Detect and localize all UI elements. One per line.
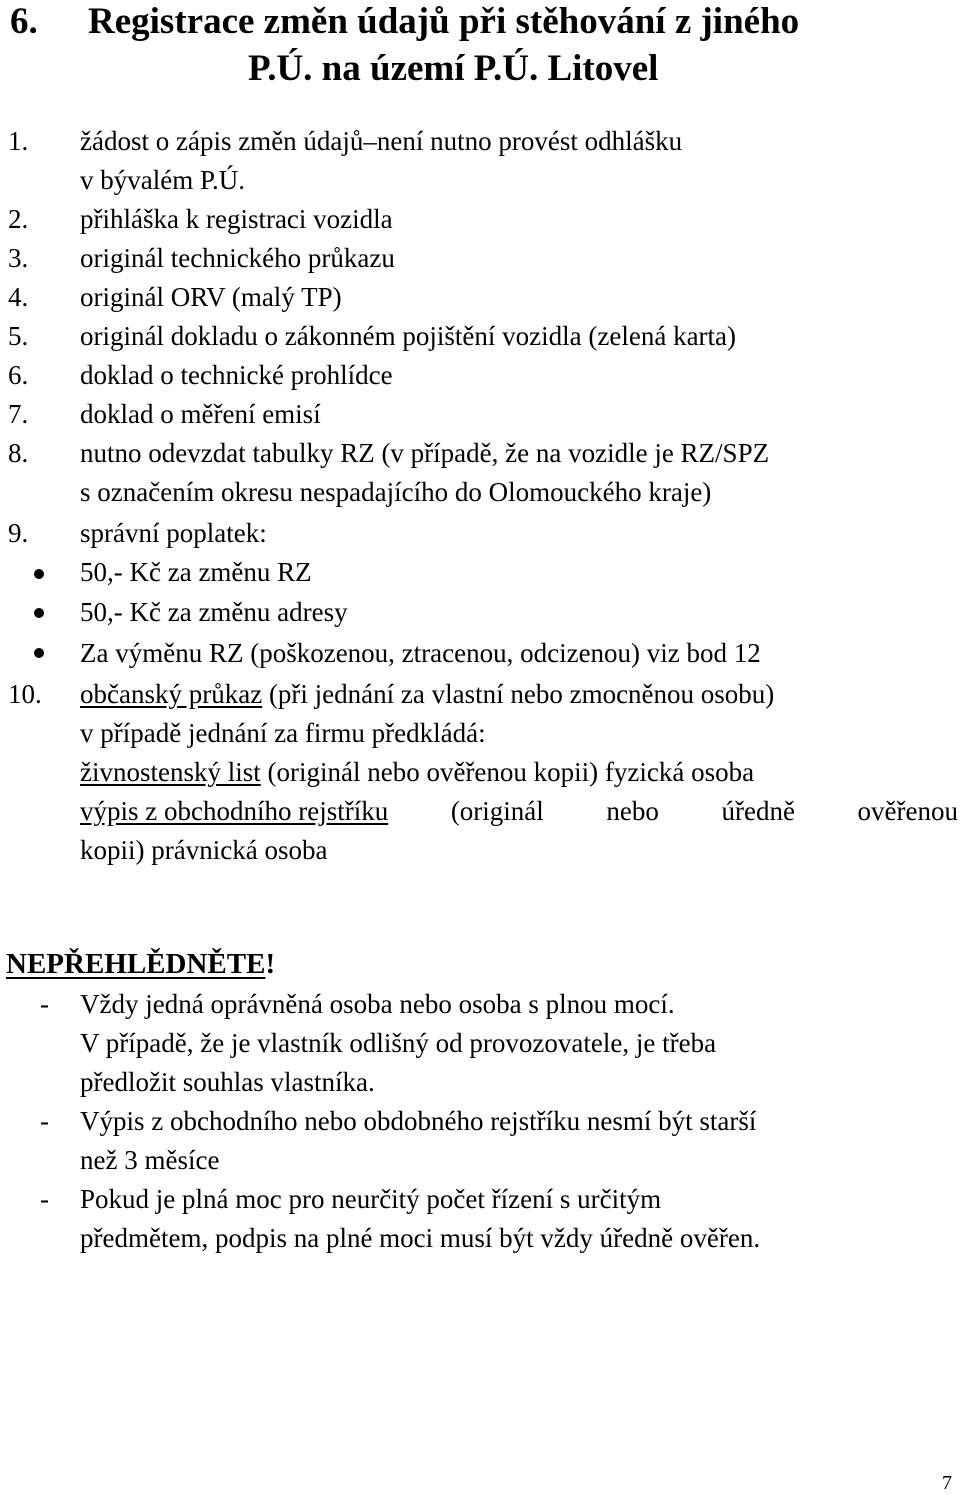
item-text: doklad o technické prohlídce [80, 360, 393, 390]
item-number: 4. [8, 282, 29, 312]
item-text: nutno odevzdat tabulky RZ (v případě, že na vozidle je RZ/SPZ [80, 438, 770, 468]
item-number: 8. [8, 438, 29, 468]
dash-marker: - [40, 1106, 49, 1136]
bullet-icon [34, 608, 44, 618]
fee-item: 50,- Kč za změnu RZ [80, 557, 312, 587]
register-word: ověřenou [857, 796, 958, 826]
id-card-note: (při jednání za vlastní nebo zmocněnou osobu) [262, 679, 775, 709]
notice-text: předmětem, podpis na plné moci musí být vždy úředně ověřen. [80, 1223, 761, 1253]
item-number: 5. [8, 321, 29, 351]
page-number: 7 [942, 1472, 952, 1494]
item-text: s označením okresu nespadajícího do Olomouckého kraje) [80, 477, 712, 507]
item-text: žádost o zápis změn údajů–není nutno provést odhlášku [80, 126, 683, 156]
item-text [80, 757, 754, 787]
item-number: 1. [8, 126, 29, 156]
item-text: v bývalém P.Ú. [80, 165, 245, 195]
notice-text: Vždy jedná oprávněná osoba nebo osoba s plnou mocí. [80, 989, 675, 1019]
item-text: originál ORV (malý TP) [80, 282, 342, 312]
item-text: v případě jednání za firmu předkládá: [80, 718, 486, 748]
notice-text: Pokud je plná moc pro neurčitý počet řízení s určitým [80, 1184, 662, 1214]
item-number: 6. [8, 360, 29, 390]
register-word: úředně [721, 796, 795, 826]
item-number: 2. [8, 204, 29, 234]
register-word: nebo [606, 796, 659, 826]
id-card-term: občanský průkaz [80, 679, 263, 709]
item-text: správní poplatek: [80, 518, 267, 548]
item-text: doklad o měření emisí [80, 399, 321, 429]
dash-marker: - [40, 989, 49, 1019]
register-word: (originál [450, 796, 544, 826]
register-extract-line [80, 796, 958, 826]
section-number: 6. [10, 1, 38, 42]
item-number: 7. [8, 399, 29, 429]
item-text [80, 679, 774, 709]
section-heading-line-2: P.Ú. na území P.Ú. Litovel [248, 48, 659, 89]
bullet-icon [34, 648, 44, 658]
fee-item: 50,- Kč za změnu adresy [80, 597, 348, 627]
notice-heading [6, 948, 275, 980]
section-heading-line-1 [0, 2, 799, 42]
dash-marker: - [40, 1184, 49, 1214]
notice-text: předložit souhlas vlastníka. [80, 1067, 375, 1097]
notice-mark: ! [265, 948, 276, 980]
trade-license-term: živnostenský list [80, 757, 261, 787]
item-number: 9. [8, 518, 29, 548]
item-text: originál technického průkazu [80, 243, 395, 273]
trade-license-note: (originál nebo ověřenou kopii) fyzická osoba [260, 757, 755, 787]
item-text: originál dokladu o zákonném pojištění vozidla (zelená karta) [80, 321, 737, 351]
notice-text: než 3 měsíce [80, 1145, 220, 1175]
notice-title: NEPŘEHLĚDNĚTE [6, 948, 266, 980]
fee-item: Za výměnu RZ (poškozenou, ztracenou, odcizenou) viz bod 12 [80, 638, 761, 668]
item-text: kopii) právnická osoba [80, 835, 328, 865]
bullet-icon [34, 569, 44, 579]
section-title-part-1: Registrace změn údajů při stěhování z jiného [88, 1, 800, 42]
item-number: 3. [8, 243, 29, 273]
notice-text: Výpis z obchodního nebo obdobného rejstříku nesmí být starší [80, 1106, 757, 1136]
notice-text: V případě, že je vlastník odlišný od provozovatele, je třeba [80, 1028, 717, 1058]
item-number: 10. [8, 679, 42, 709]
item-text: přihláška k registraci vozidla [80, 204, 393, 234]
register-extract-term: výpis z obchodního rejstříku [80, 796, 389, 826]
